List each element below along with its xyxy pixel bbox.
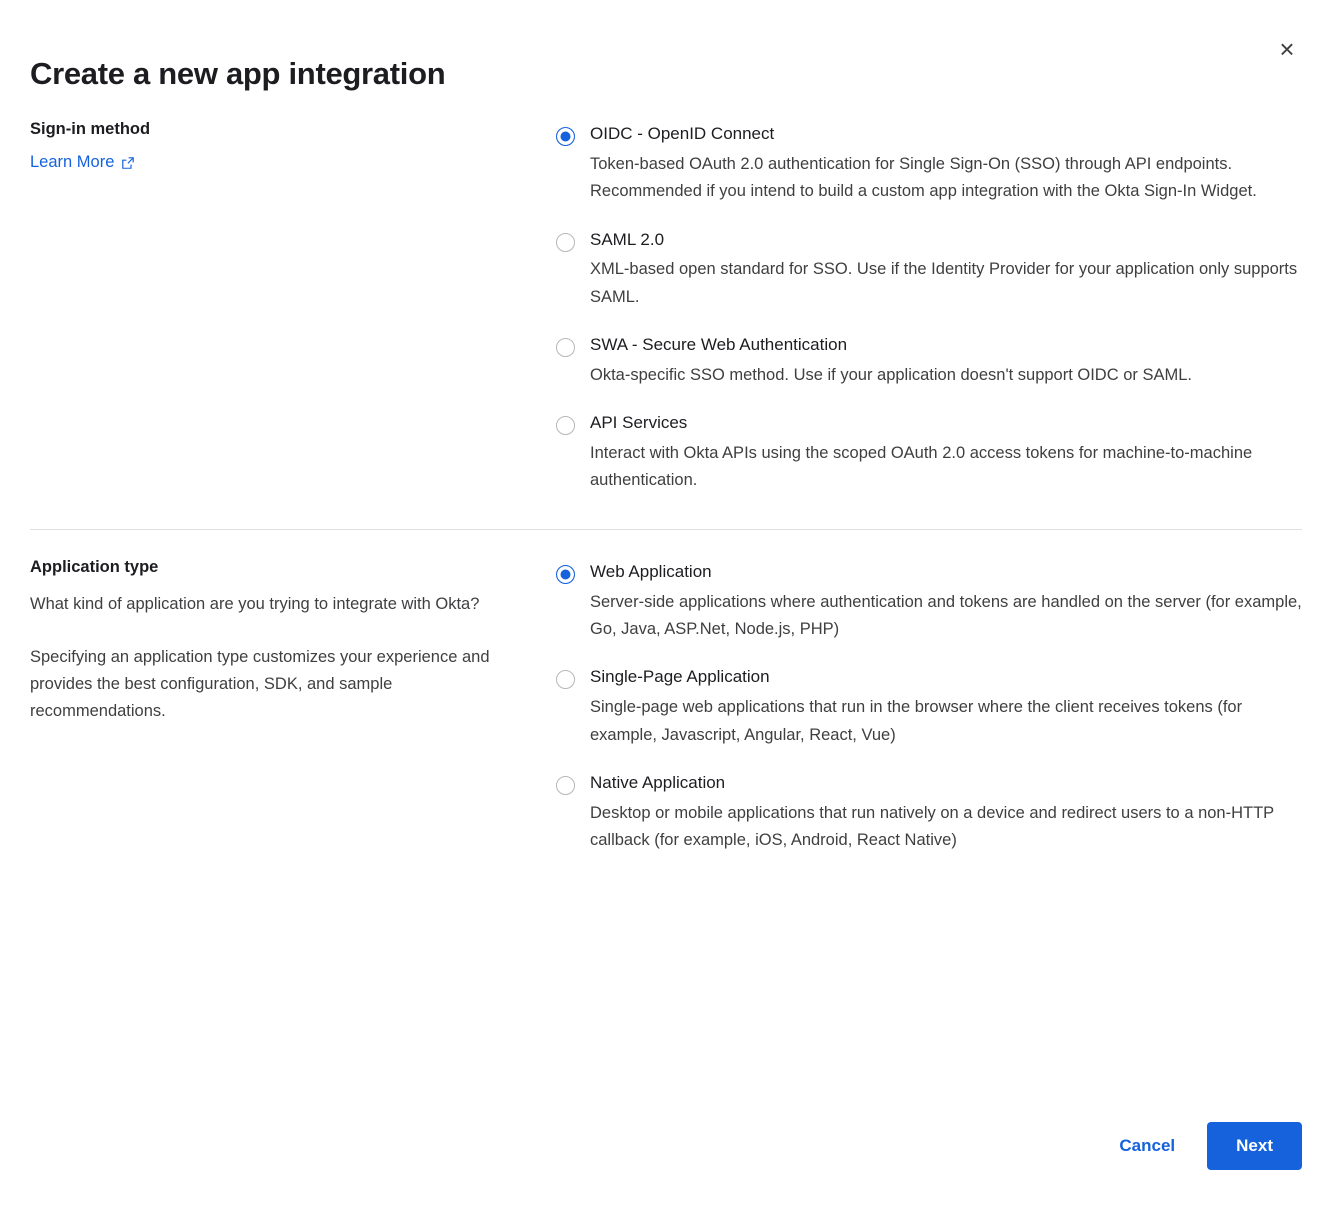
radio-title[interactable]: Native Application xyxy=(590,772,726,792)
radio-description: Interact with Okta APIs using the scoped OAuth 2.0 access tokens for machine-to-machine authentication. xyxy=(590,444,1253,490)
application-type-helper-1: What kind of application are you trying to integrate with Okta? xyxy=(30,594,480,613)
radio-option-web-application[interactable] xyxy=(556,560,1302,644)
radio-indicator[interactable] xyxy=(556,670,575,689)
radio-title[interactable]: SAML 2.0 xyxy=(590,229,665,249)
next-button[interactable]: Next xyxy=(1207,1122,1302,1170)
dialog-footer xyxy=(0,1122,1302,1170)
radio-description: XML-based open standard for SSO. Use if the Identity Provider for your application only supports SAML. xyxy=(590,260,1298,306)
radio-description: Single-page web applications that run in the browser where the client receives tokens (for example, Javascript, Angular, React, Vue) xyxy=(590,698,1243,744)
radio-option-saml[interactable] xyxy=(556,228,1302,312)
sign-in-method-section xyxy=(30,92,1302,495)
application-type-section xyxy=(30,530,1302,855)
learn-more-link[interactable] xyxy=(30,153,135,172)
radio-indicator[interactable] xyxy=(556,338,575,357)
radio-option-native-application[interactable] xyxy=(556,771,1302,855)
learn-more-label: Learn More xyxy=(30,153,115,171)
cancel-button[interactable]: Cancel xyxy=(1113,1126,1181,1166)
sign-in-method-options xyxy=(556,120,1302,495)
close-icon[interactable]: × xyxy=(1272,34,1302,64)
radio-description: Desktop or mobile applications that run natively on a device and redirect users to a non-HTTP callback (for example, iOS, Android, React Native) xyxy=(590,803,1274,850)
radio-indicator[interactable] xyxy=(556,416,575,435)
radio-indicator[interactable] xyxy=(556,127,575,146)
radio-title[interactable]: Single-Page Application xyxy=(590,667,770,687)
radio-indicator[interactable] xyxy=(556,565,575,584)
page-title: Create a new app integration xyxy=(30,56,446,91)
radio-title[interactable]: Web Application xyxy=(590,561,712,581)
radio-option-swa[interactable] xyxy=(556,333,1302,389)
radio-title[interactable]: SWA - Secure Web Authentication xyxy=(590,335,848,355)
radio-title[interactable]: OIDC - OpenID Connect xyxy=(590,124,775,143)
radio-indicator[interactable] xyxy=(556,776,575,795)
radio-option-api-services[interactable] xyxy=(556,411,1302,495)
sign-in-method-info xyxy=(30,120,556,172)
application-type-helper-2: Specifying an application type customizes your experience and provides the best configuration, SDK, and sample recommendations. xyxy=(30,648,490,721)
radio-indicator[interactable] xyxy=(556,233,575,252)
radio-option-single-page-application[interactable] xyxy=(556,665,1302,749)
application-type-label: Application type xyxy=(30,557,159,576)
application-type-options xyxy=(556,558,1302,855)
radio-title[interactable]: API Services xyxy=(590,413,688,433)
sign-in-method-label: Sign-in method xyxy=(30,120,151,138)
radio-description: Token-based OAuth 2.0 authentication for Single Sign-On (SSO) through API endpoints. Recommended if you intend to build a custom app integration with the Okta Sign-In Widget. xyxy=(590,154,1257,201)
radio-description: Okta-specific SSO method. Use if your application doesn't support OIDC or SAML. xyxy=(590,365,1192,384)
radio-option-oidc[interactable] xyxy=(556,122,1302,206)
external-link-icon xyxy=(121,156,135,170)
application-type-info xyxy=(30,558,556,726)
radio-description: Server-side applications where authentication and tokens are handled on the server (for example, Go, Java, ASP.Net, Node.js, PHP) xyxy=(590,592,1302,638)
